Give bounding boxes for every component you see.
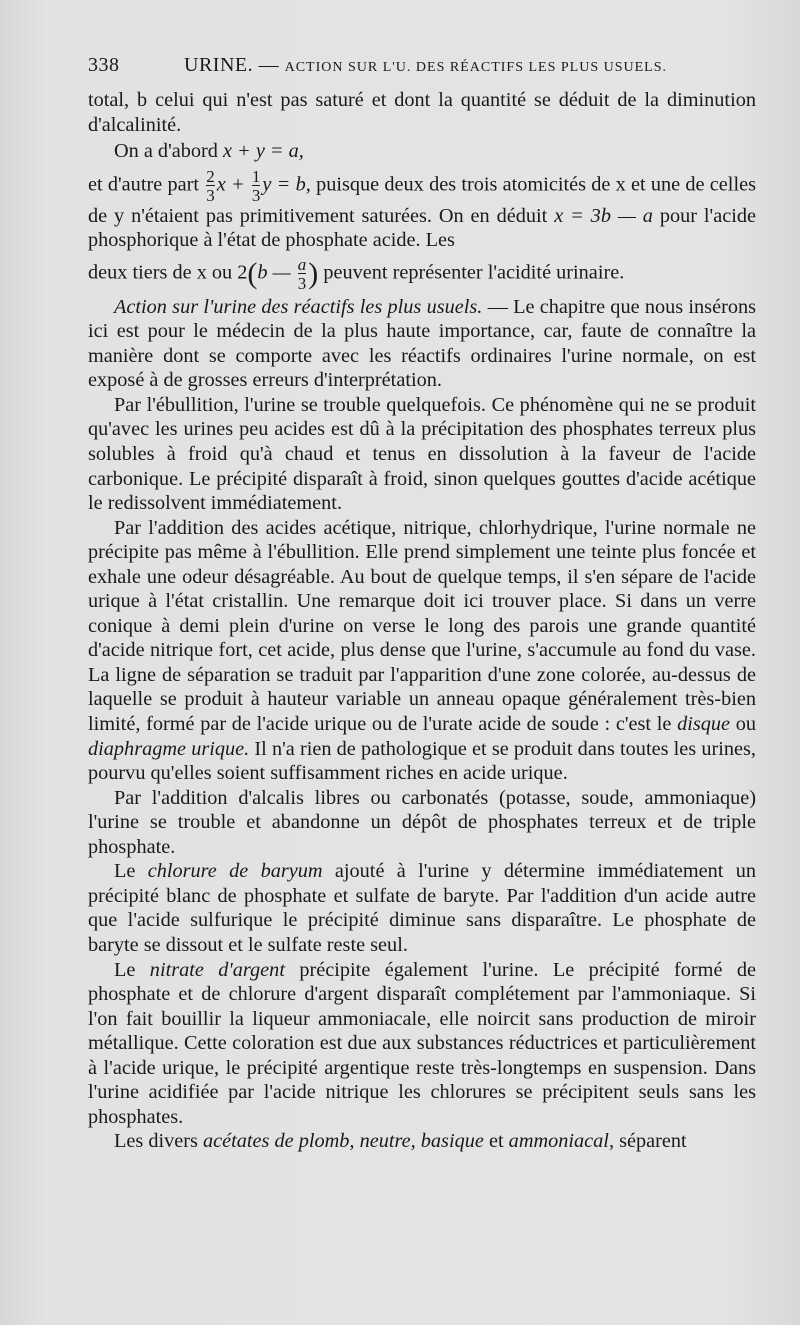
p11-et: et	[488, 1130, 504, 1153]
p3-equation-2: x = 3b — a	[554, 204, 653, 227]
p4-suffix: peuvent représenter l'acidité urinaire.	[323, 261, 625, 284]
paragraph-3	[88, 168, 756, 253]
p11-end: séparent	[619, 1130, 687, 1153]
p9-le: Le	[114, 860, 136, 883]
paragraph-8: Par l'addition d'alcalis libres ou carbonatés (potasse, soude, ammoniaque) l'urine se trouble et abandonne un dépôt de phosphates terreux et de triple phosphate.	[88, 786, 756, 858]
p3-end: pour l'acide phosphorique à l'état de phosphate acide. Les	[88, 204, 756, 252]
fraction-one-third	[252, 168, 261, 204]
frac-num: 1	[251, 166, 261, 186]
paragraph-11	[88, 1129, 756, 1154]
paragraph-9	[88, 859, 756, 957]
frac-den: 3	[251, 185, 261, 205]
p3-prefix: et d'autre part	[88, 173, 199, 196]
p7-italic-1: disque	[677, 713, 731, 736]
p10-body: précipite également l'urine. Le précipité formé de phosphate et de chlorure d'argent disparaît complétement par l'ammoniaque. Si l'on fait bouillir la liqueur ammoniacale, elle noircit sans production de miroir métallique. Cette coloration est due aux substances réductrices et particulièrement à l'acide urique, le précipité argentique reste très-longtemps en suspension. Dans l'urine acidifiée par l'acide nitrique les chlorures se précipitent seuls sans les phosphates.	[88, 958, 756, 1128]
frac-num: a	[297, 254, 307, 274]
running-title	[184, 54, 667, 77]
paren-open: (	[247, 256, 258, 290]
paragraph-7	[88, 516, 756, 786]
fraction-a-thirds	[298, 256, 307, 292]
paragraph-2	[88, 139, 756, 164]
frac-den: 3	[206, 185, 215, 205]
paragraph-1: total, b celui qui n'est pas saturé et dont la quantité se déduit de la diminution d'alcalinité.	[88, 89, 756, 136]
paren-close: )	[308, 256, 319, 290]
page-number: 338	[88, 54, 120, 76]
p7-body-b: Il n'a rien de pathologique et se produit dans toutes les urines, pourvu qu'elles soient suffisamment riches en acide urique.	[88, 737, 756, 785]
p4-b: b —	[257, 261, 291, 284]
p7-italic-2: diaphragme urique.	[88, 737, 250, 760]
frac-num: 2	[206, 166, 215, 186]
p5-body: — Le chapitre que nous insérons ici est pour le médecin de la plus haute importance, car, faute de connaître la manière dont se comporte avec les réactifs ordinaires l'urine normale, on est exposé à de grosses erreurs d'interprétation.	[88, 295, 756, 392]
paragraph-10	[88, 958, 756, 1130]
p3-rest: puisque deux des trois atomicités de x et une de celles de y n'étaient pas primitivement saturées. On en déduit	[88, 173, 756, 227]
p7-body-a: Par l'addition des acides acétique, nitrique, chlorhydrique, l'urine normale ne précipite pas même à l'ébullition. Elle prend simplement une teinte plus foncée et exhale une odeur désagréable. Au bout de quelque temps, il s'en sépare de l'acide urique à l'état cristallin. Une remarque doit ici trouver place. Si dans un verre conique à demi plein d'urine on verse le long des parois une grande quantité d'acide nitrique fort, cet acide, plus dense que l'urine, s'accumule au fond du vase. La ligne de séparation se traduit par l'apparition d'une zone colorée, au-dessus de laquelle se produit à hauteur variable un anneau opaque généralement très-bien limité, formé par de l'acide urique ou de l'urate acide de soude : c'est le	[88, 516, 756, 736]
p11-italic-1: acétates de plomb, neutre, basique	[203, 1130, 484, 1153]
p7-ou: ou	[735, 713, 756, 736]
p3-mid: x +	[216, 173, 245, 196]
page-body	[88, 88, 756, 1154]
running-title-rest: ACTION SUR L'U. DES RÉACTIFS LES PLUS USUELS.	[284, 60, 668, 75]
p2-equation: x + y = a,	[222, 140, 304, 163]
paragraph-6: Par l'ébullition, l'urine se trouble quelquefois. Ce phénomène qui ne se produit qu'avec les urines peu acides est dû à la précipitation des phosphates terreux plus solubles à froid qu'à chaud et tenus en dissolution à la faveur de l'acide carbonique. Le précipité disparaît à froid, sinon quelques gouttes d'acide acétique le redissolvent immédiatement.	[88, 393, 756, 515]
p11-italic-2: ammoniacal,	[508, 1130, 615, 1153]
section-title: Action sur l'urine des réactifs les plus usuels.	[114, 295, 483, 318]
p9-italic: chlorure de baryum	[147, 860, 323, 883]
paragraph-5	[88, 295, 756, 393]
p10-le: Le	[114, 958, 136, 981]
frac-den: 3	[297, 273, 307, 293]
fraction-two-thirds	[206, 168, 215, 204]
p2-prefix: On a d'abord	[114, 140, 218, 163]
p11-les: Les divers	[114, 1130, 198, 1153]
p9-body: ajouté à l'urine y détermine immédiatement un précipité blanc de phosphate et sulfate de baryte. Par l'addition d'un acide autre que l'acide sulfurique le précipité diminue sans disparaître. Le phosphate de baryte se dissout et le sulfate reste seul.	[88, 860, 756, 956]
running-title-main: URINE. —	[184, 54, 280, 76]
paragraph-4	[88, 256, 756, 292]
p3-eq-tail: y = b,	[262, 173, 311, 196]
p4-prefix: deux tiers de x ou 2	[88, 261, 248, 284]
p10-italic: nitrate d'argent	[149, 958, 285, 981]
page-header	[88, 54, 760, 84]
